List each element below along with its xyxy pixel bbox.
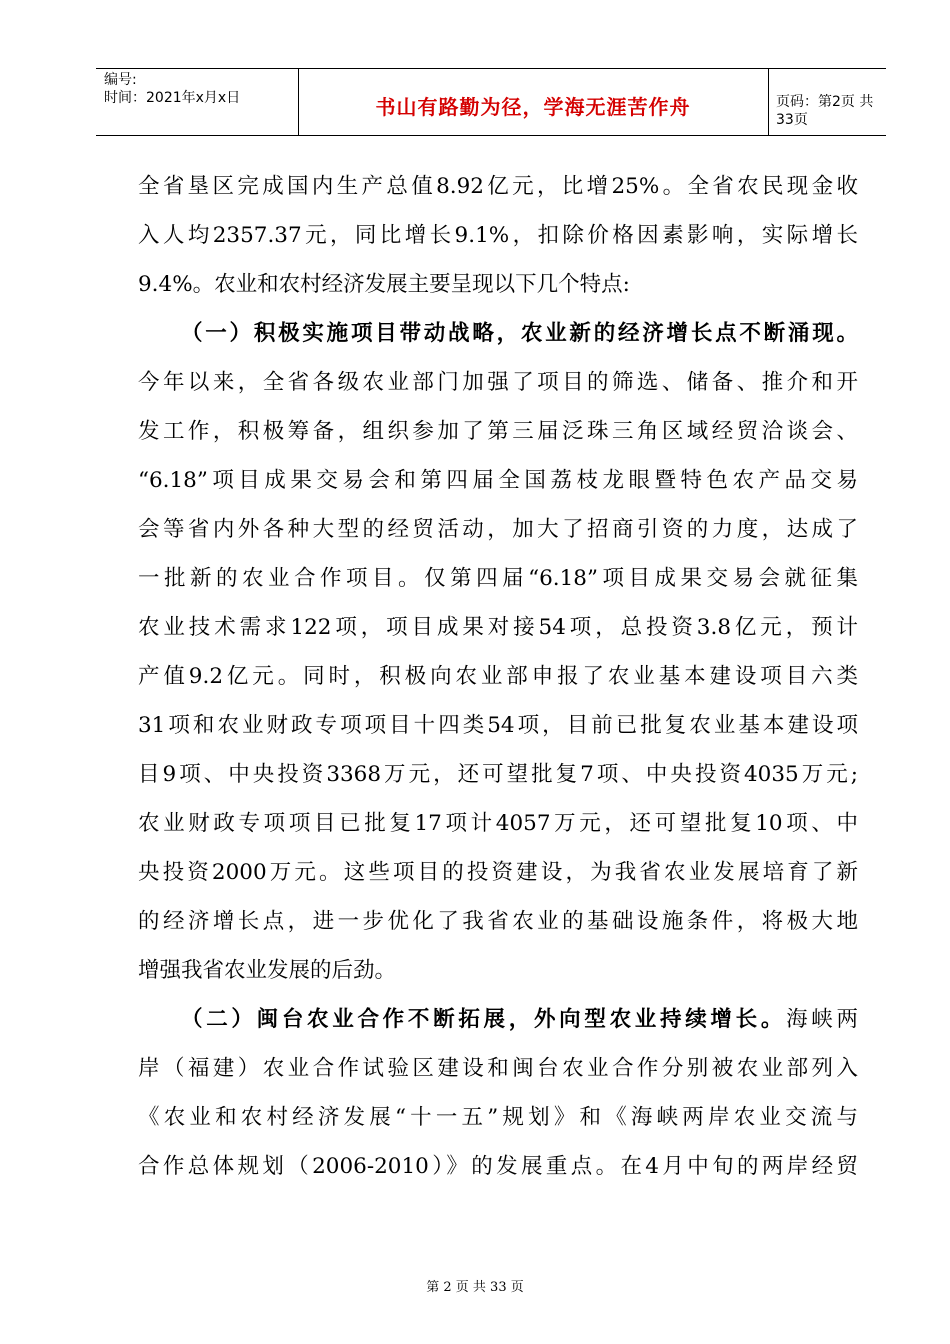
text-line: 一批新的农业合作项目。仅第四届“6.18”项目成果交易会就征集 (138, 566, 858, 591)
text-line: 9.4%。农业和农村经济发展主要呈现以下几个特点: (138, 272, 630, 297)
text-line: 发工作，积极筹备，组织参加了第三届泛珠三角区域经贸洽谈会、 (138, 419, 858, 444)
text-line: 入人均2357.37元，同比增长9.1%，扣除价格因素影响，实际增长 (138, 223, 858, 248)
text-line: 农业财政专项项目已批复17项计4057万元，还可望批复10项、中 (138, 811, 858, 836)
code-label: 编号: (104, 72, 137, 88)
page-number-label: 页码：第2页 共33页 (776, 94, 874, 128)
text-line: 央投资2000万元。这些项目的投资建设，为我省农业发展培育了新 (138, 860, 858, 885)
header-motto-cell (298, 69, 769, 135)
text-line: 今年以来，全省各级农业部门加强了项目的筛选、储备、推介和开 (138, 370, 858, 395)
text-line: “6.18”项目成果交易会和第四届全国荔枝龙眼暨特色农产品交易 (138, 468, 858, 493)
text-line: 农业技术需求122项，项目成果对接54项，总投资3.8亿元，预计 (138, 615, 858, 640)
motto-text: 书山有路勤为径，学海无涯苦作舟 (375, 95, 691, 119)
page-footer: 第 2 页 共 33 页 (426, 1280, 524, 1295)
text-line: 岸（福建）农业合作试验区建设和闽台农业合作分别被农业部列入 (138, 1056, 858, 1081)
text-line: 《农业和农村经济发展“十一五”规划》和《海峡两岸农业交流与 (138, 1105, 858, 1130)
text-line: 31项和农业财政专项项目十四类54项，目前已批复农业基本建设项 (138, 713, 858, 738)
text-line: 产值9.2亿元。同时，积极向农业部申报了农业基本建设项目六类 (138, 664, 858, 689)
section-heading-2-line (138, 995, 858, 1044)
section-heading-1: （一）积极实施项目带动战略，农业新的经济增长点不断涌现。 (181, 321, 858, 346)
text-line: 会等省内外各种大型的经贸活动，加大了招商引资的力度，达成了 (138, 517, 858, 542)
text-span: 海峡两 (786, 1007, 858, 1032)
section-heading-2: （二）闽台农业合作不断拓展，外向型农业持续增长。 (181, 1007, 787, 1032)
text-line: 全省垦区完成国内生产总值8.92亿元，比增25%。全省农民现金收 (138, 174, 858, 199)
page-header (96, 68, 886, 136)
header-page-cell (768, 69, 886, 135)
text-line: 增强我省农业发展的后劲。 (138, 958, 397, 983)
header-meta-cell (96, 69, 299, 135)
text-line: 合作总体规划（2006-2010）》的发展重点。在4月中旬的两岸经贸 (138, 1154, 858, 1179)
text-line: 目9项、中央投资3368万元，还可望批复7项、中央投资4035万元; (138, 762, 858, 787)
document-body (138, 162, 858, 1191)
time-label: 时间：2021年x月x日 (104, 90, 241, 106)
text-line: 的经济增长点，进一步优化了我省农业的基础设施条件，将极大地 (138, 909, 858, 934)
